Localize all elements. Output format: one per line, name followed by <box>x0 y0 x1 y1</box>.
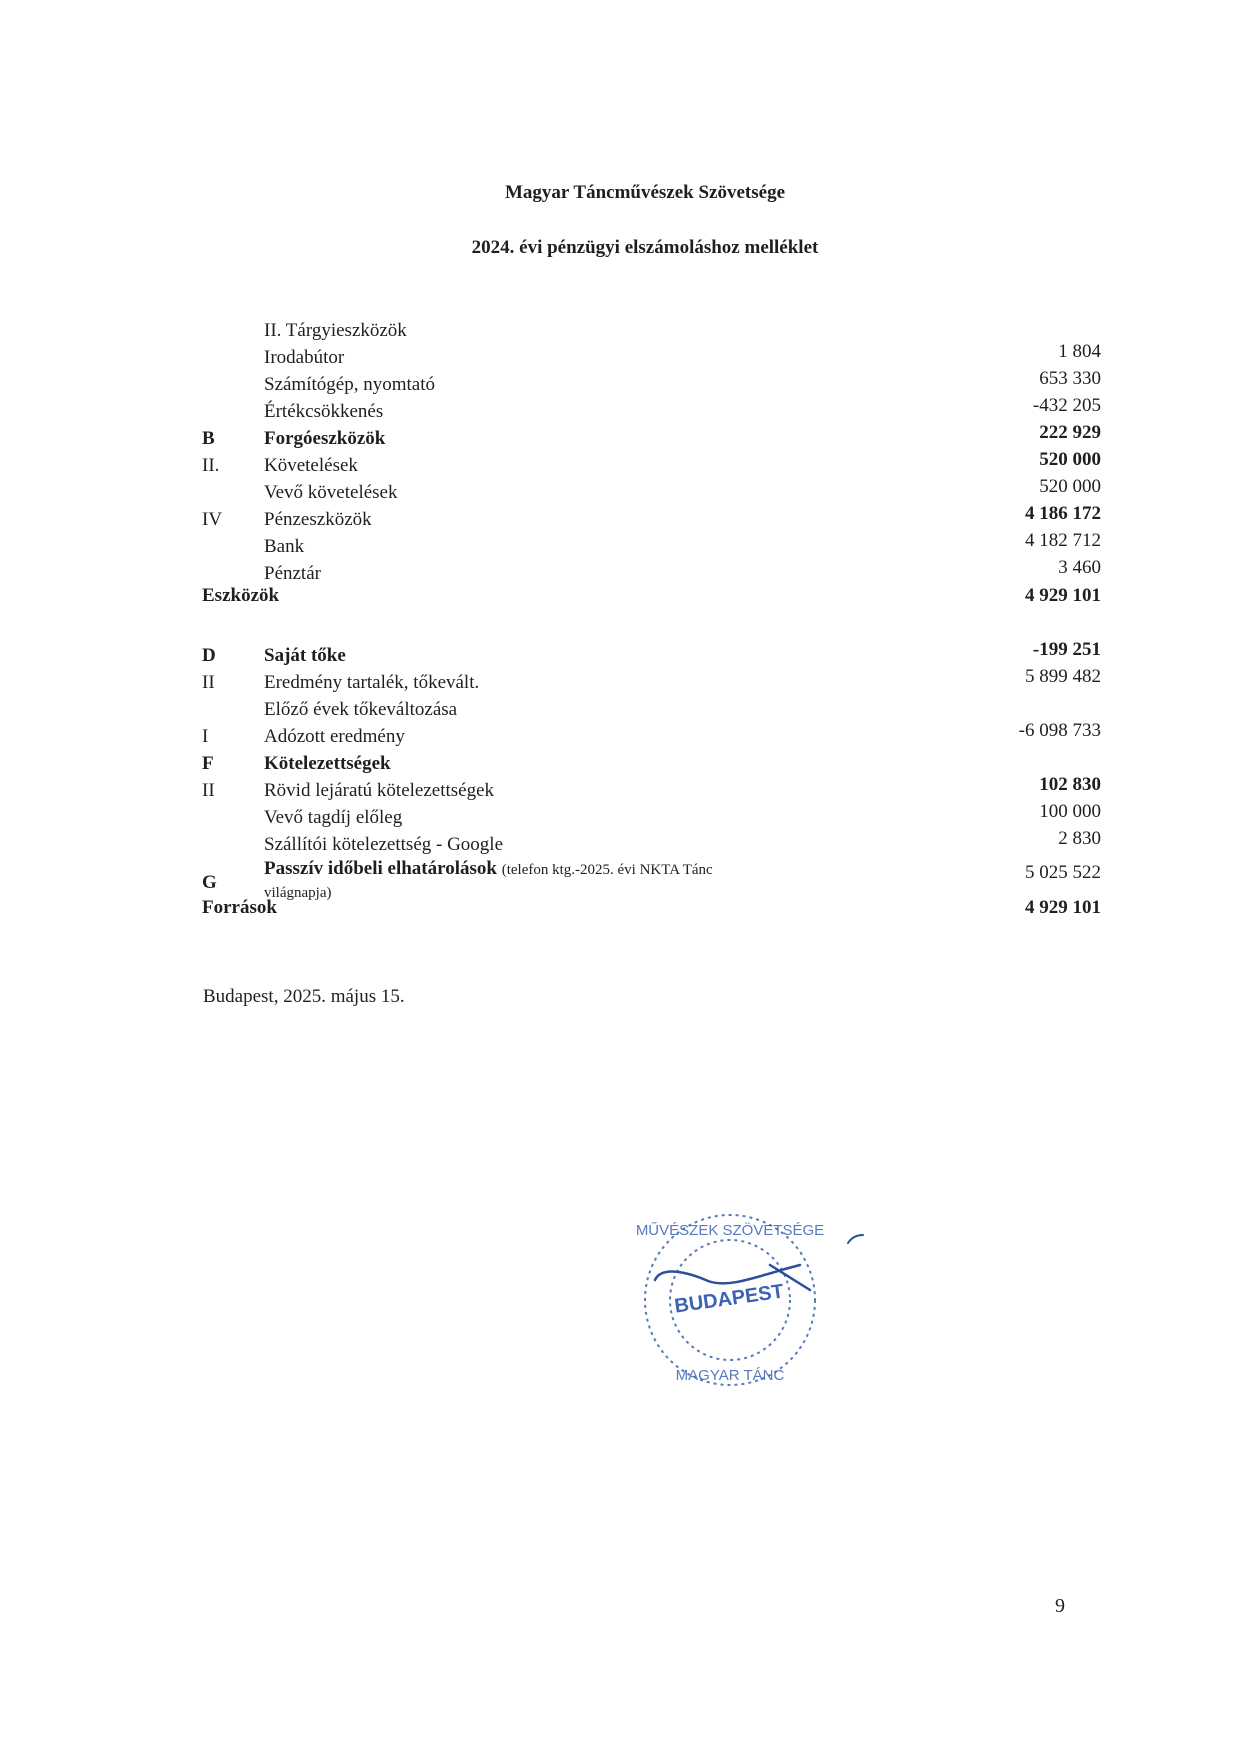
g-label-note2: világnapja) <box>264 885 332 901</box>
row-label: II. Tárgyieszközök <box>264 320 407 341</box>
row-code: B <box>202 428 215 449</box>
row-value: 5 025 522 <box>1025 862 1101 883</box>
row-label: Követelések <box>264 455 358 476</box>
row-value: 5 899 482 <box>1025 666 1101 687</box>
table-row <box>0 666 1240 699</box>
g-label-bold: Passzív időbeli elhatárolások <box>264 858 497 879</box>
sources-total-label: Források <box>202 897 277 918</box>
row-label: Előző évek tőkeváltozása <box>264 699 458 720</box>
row-code: IV <box>202 509 223 530</box>
table-row <box>0 801 1240 834</box>
document-subtitle: 2024. évi pénzügyi elszámoláshoz melléklet <box>471 237 819 258</box>
row-value: 520 000 <box>1039 449 1101 470</box>
row-code: II <box>202 672 215 693</box>
sources-total-row <box>0 897 1240 924</box>
row-label: Értékcsökkenés <box>264 401 384 422</box>
row-label: Pénzeszközök <box>264 509 372 530</box>
row-value: 222 929 <box>1039 422 1101 443</box>
organization-stamp-icon <box>600 1195 880 1425</box>
table-row <box>0 828 1240 861</box>
row-label: Eredmény tartalék, tőkevált. <box>264 672 480 693</box>
row-code: II. <box>202 455 220 476</box>
page-number: 9 <box>1055 1595 1065 1617</box>
stamp-center-text: BUDAPEST <box>673 1280 786 1318</box>
row-value: -199 251 <box>1032 639 1101 660</box>
organization-title: Magyar Táncművészek Szövetsége <box>504 182 786 203</box>
table-row <box>0 530 1240 563</box>
row-value: 653 330 <box>1039 368 1101 389</box>
row-value: -6 098 733 <box>1018 720 1101 741</box>
row-label: Bank <box>264 536 305 557</box>
row-code: D <box>202 645 216 666</box>
row-label: Irodabútor <box>264 347 345 368</box>
assets-total-row <box>0 585 1240 612</box>
row-label: Számítógép, nyomtató <box>264 374 435 395</box>
row-value: 100 000 <box>1039 801 1101 822</box>
row-label: Kötelezettségek <box>264 753 391 774</box>
row-label: Szállítói kötelezettség - Google <box>264 834 504 855</box>
row-code: I <box>202 726 209 747</box>
g-label-note: (telefon ktg.-2025. évi NKTA Tánc <box>501 862 713 878</box>
assets-total-value: 4 929 101 <box>1025 585 1101 606</box>
row-label: Forgóeszközök <box>264 428 386 449</box>
row-label: Adózott eredmény <box>264 726 405 747</box>
signature-icon <box>655 1265 810 1290</box>
row-label: Saját tőke <box>264 645 346 666</box>
row-value: 3 460 <box>1058 557 1101 578</box>
row-label: Vevő követelések <box>264 482 398 503</box>
row-label: Pénztár <box>264 563 321 584</box>
row-value: 2 830 <box>1058 828 1101 849</box>
stamp-top-text: MŰVÉSZEK SZÖVETSÉGE <box>635 1222 825 1239</box>
row-value: 102 830 <box>1039 774 1101 795</box>
stamp-bottom-text: MAGYAR TÁNC <box>675 1367 785 1384</box>
row-label: Vevő tagdíj előleg <box>264 807 403 828</box>
row-value: 4 186 172 <box>1025 503 1101 524</box>
row-value: 520 000 <box>1039 476 1101 497</box>
sources-total-value: 4 929 101 <box>1025 897 1101 918</box>
row-label: Rövid lejáratú kötelezettségek <box>264 780 495 801</box>
table-row <box>0 320 1240 347</box>
row-value: 1 804 <box>1058 341 1101 362</box>
row-value: -432 205 <box>1032 395 1101 416</box>
table-row <box>0 720 1240 753</box>
place-date: Budapest, 2025. május 15. <box>203 986 405 1007</box>
row-code: F <box>202 753 214 774</box>
assets-total-label: Eszközök <box>202 585 280 606</box>
row-code: II <box>202 780 215 801</box>
row-value: 4 182 712 <box>1025 530 1101 551</box>
row-code: G <box>202 872 217 893</box>
